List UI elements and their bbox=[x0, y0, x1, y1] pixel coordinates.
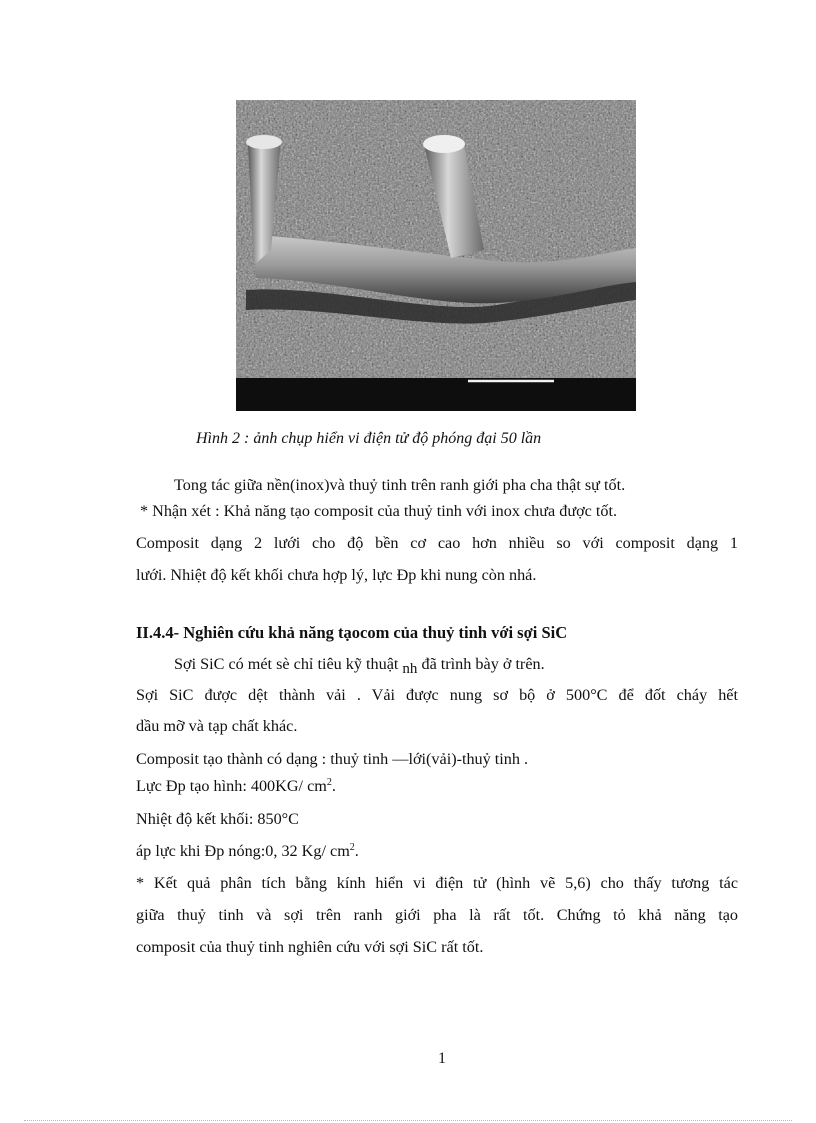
micrograph-image bbox=[236, 100, 636, 411]
paragraph-line: Composit tạo thành có dạng : thuỷ tinh —lới(vải)-thuỷ tinh . bbox=[136, 750, 529, 768]
paragraph-line: * Nhận xét : Khả năng tạo composit của thuỷ tinh với inox chưa được tốt. bbox=[140, 502, 618, 520]
subscript-text: nh bbox=[402, 661, 418, 677]
paragraph-line: Nhiệt độ kết khối: 850°C bbox=[136, 810, 299, 828]
paragraph-line: * Kết quả phân tích bằng kính hiển vi điện tử (hình vẽ 5,6) cho thấy tương tác bbox=[136, 874, 738, 892]
line-text: . bbox=[331, 777, 336, 795]
page-number: 1 bbox=[438, 1050, 446, 1067]
line-text: đã trình bày ở trên. bbox=[421, 655, 545, 673]
paragraph-line: giữa thuỷ tinh và sợi trên ranh giới pha là rất tốt. Chứng tỏ khả năng tạo bbox=[136, 906, 738, 924]
paragraph-line: Tong tác giữa nền(inox)và thuỷ tinh trên ranh giới pha cha thật sự tốt. bbox=[174, 476, 626, 494]
paragraph-line: lưới. Nhiệt độ kết khối chưa hợp lý, lực Ðp khi nung còn nhá. bbox=[136, 566, 537, 584]
footer-divider bbox=[24, 1120, 792, 1121]
line-text: áp lực khi Ðp nóng:0, 32 Kg/ cm bbox=[136, 842, 350, 860]
superscript-text: 2 bbox=[326, 777, 332, 788]
section-heading: II.4.4- Nghiên cứu khả năng tạocom của thuỷ tinh với sợi SiC bbox=[136, 623, 568, 642]
paragraph-line bbox=[174, 655, 545, 678]
paragraph-line: dầu mỡ và tạp chất khác. bbox=[136, 717, 298, 735]
superscript-text: 2 bbox=[349, 842, 355, 853]
paragraph-line: composit của thuỷ tinh nghiên cứu với sợi SiC rất tốt. bbox=[136, 938, 484, 956]
figure-caption: Hình 2 : ảnh chụp hiển vi điện tử độ phóng đại 50 lần bbox=[196, 430, 542, 447]
paragraph-line bbox=[136, 842, 359, 861]
paragraph-line: Sợi SiC được dệt thành vải . Vải được nung sơ bộ ở 500°C để đốt cháy hết bbox=[136, 686, 738, 704]
paragraph-line bbox=[136, 777, 336, 796]
paragraph-line: Composit dạng 2 lưới cho độ bền cơ cao hơn nhiều so với composit dạng 1 bbox=[136, 534, 738, 552]
line-text: Sợi SiC có mét sè chỉ tiêu kỹ thuật bbox=[174, 655, 399, 673]
line-text: . bbox=[354, 842, 359, 860]
line-text: Lực Ðp tạo hình: 400KG/ cm bbox=[136, 777, 327, 795]
sem-micrograph bbox=[236, 100, 636, 411]
